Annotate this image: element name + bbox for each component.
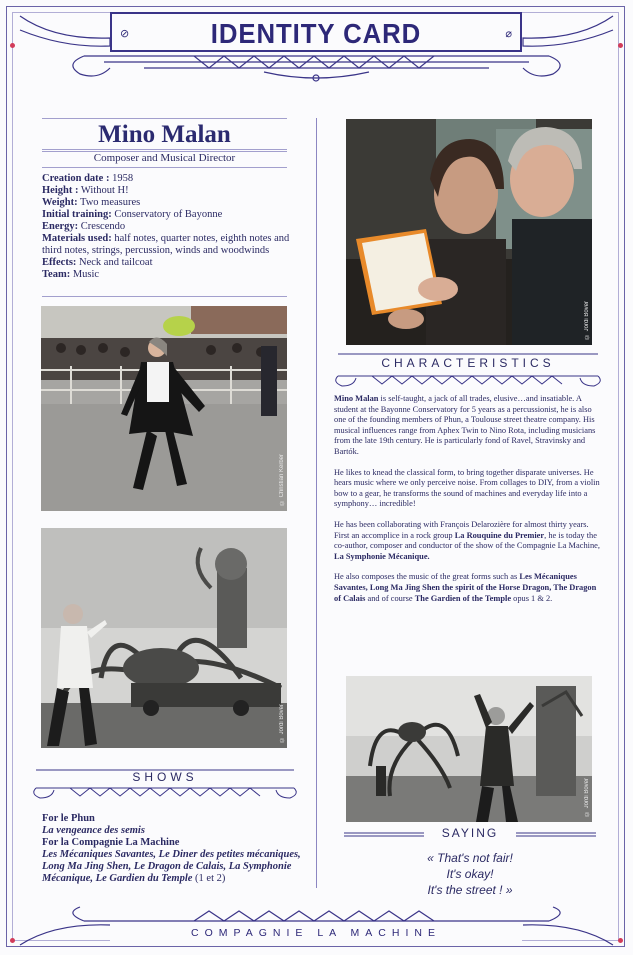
footer-text: COMPAGNIE LA MACHINE xyxy=(191,927,441,939)
fact-row xyxy=(42,233,290,257)
fact-label: Initial training: xyxy=(42,209,112,220)
characteristics-paragraph xyxy=(334,520,602,562)
fact-row xyxy=(42,173,290,185)
characteristics-run: He has been collaborating with François Delarozière for almost thirty years. First an accomplice in a rock group xyxy=(334,519,589,540)
shows-phun-label: For le Phun xyxy=(42,813,95,824)
saying-heading: SAYING xyxy=(441,826,499,840)
shows-machine-list: Les Mécaniques Savantes, Le Diner des petites mécaniques, Long Ma Jing Shen, Le Dragon de Calais, La Symphonie Mécanique, Le Gardien du Temple xyxy=(42,849,301,884)
person-role: Composer and Musical Director xyxy=(93,152,236,164)
title-plate xyxy=(110,12,522,52)
fact-label: Weight: xyxy=(42,197,78,208)
fact-row xyxy=(42,257,290,269)
street-performance-photo xyxy=(41,306,287,511)
fact-row xyxy=(42,209,290,221)
characteristics-run: , he is today the co-author, composer and conductor of the show of the Compagnie La Machine, xyxy=(334,530,600,551)
person-name: Mino Malan xyxy=(98,121,231,148)
shows-machine-suffix: (1 et 2) xyxy=(192,873,226,884)
saying-quote xyxy=(370,850,570,898)
characteristics-heading: CHARACTERISTICS xyxy=(381,356,555,370)
characteristics-paragraph xyxy=(334,572,602,604)
characteristics-emphasis: Les Mécaniques Savantes, Long Ma Jing Shen the spirit of the Horse Dragon, The Dragon of Calais xyxy=(334,572,597,603)
shows-heading: SHOWS xyxy=(132,770,198,784)
column-divider xyxy=(316,118,317,888)
characteristics-run: He also composes the music of the great forms such as xyxy=(334,572,520,582)
characteristics-text xyxy=(334,394,602,614)
fact-row xyxy=(42,221,290,233)
fact-label: Team: xyxy=(42,269,71,280)
characteristics-paragraph xyxy=(334,468,602,510)
page-title: IDENTITY CARD xyxy=(210,18,422,49)
fact-value: half notes, quarter notes, eighth notes and third notes, strings, percussion, winds and woodwinds xyxy=(42,233,290,256)
fact-value: Two measures xyxy=(77,197,141,208)
role-rule xyxy=(42,167,287,168)
characteristics-paragraph xyxy=(334,394,602,458)
shows-phun-show: La vengeance des semis xyxy=(42,825,145,836)
saying-line: « That's not fair! xyxy=(427,851,513,865)
fact-label: Materials used: xyxy=(42,233,112,244)
fact-value: Crescendo xyxy=(78,221,126,232)
characteristics-run: and of course xyxy=(365,593,415,603)
fact-row xyxy=(42,197,290,209)
no-symbol-icon: ⊘ xyxy=(120,27,130,40)
characteristics-emphasis: The Gardien of the Temple xyxy=(414,593,512,603)
facts-rule xyxy=(42,296,287,297)
photo-credit: © Jordi Bover xyxy=(584,777,590,816)
photo-credit: © Jordi Bover xyxy=(279,703,285,742)
fact-value: 1958 xyxy=(109,173,134,184)
shows-machine-label: For la Compagnie La Machine xyxy=(42,837,180,848)
fact-label: Effects: xyxy=(42,257,77,268)
fact-label: Energy: xyxy=(42,221,79,232)
characteristics-run: is self-taught, a jack of all trades, elusive…and insatiable. A student at the Bayonne Conservatory for 5 years as a percussionist, he is also one of the founding members of Phun, a Toulouse street theatre company. His musical influences range from Aphex Twin to Nino Rota, including musicians from the late 19th century. He is particularly fond of Ravel, Stravinsky and Bartók. xyxy=(334,394,596,456)
facts-list xyxy=(42,173,290,281)
characteristics-emphasis: La Rouquine du Premier xyxy=(454,530,545,540)
phi-symbol-icon: ⌀ xyxy=(505,27,512,40)
saying-line: It's the street ! » xyxy=(427,883,513,897)
fact-value: Neck and tailcoat xyxy=(76,257,153,268)
characteristics-emphasis: Mino Malan xyxy=(334,394,379,403)
characteristics-run: He likes to knead the classical form, to bring together disparate universes. He hears music where we only perceive noise. From collages to DIY, from a violin bow to a gear, he transforms the sound of machines and everyday life into a symphony… incredible! xyxy=(334,467,600,509)
characteristics-emphasis: La Symphonie Mécanique. xyxy=(334,551,430,561)
photo-credit: © Jordi Bover xyxy=(584,300,590,339)
fact-value: Music xyxy=(70,269,100,280)
saying-photo xyxy=(346,676,592,822)
photo-credit: © Christian Kerber xyxy=(279,453,285,505)
machine-photo xyxy=(41,528,287,748)
characteristics-run: opus 1 & 2. xyxy=(511,593,553,603)
studio-photo xyxy=(346,119,592,345)
saying-line: It's okay! xyxy=(446,867,494,881)
name-rule-top xyxy=(42,118,287,119)
fact-label: Creation date : xyxy=(42,173,110,184)
name-rule-bottom xyxy=(42,149,287,150)
fact-label: Height : xyxy=(42,185,79,196)
fact-value: Without H! xyxy=(78,185,129,196)
shows-list xyxy=(42,813,304,885)
fact-row xyxy=(42,185,290,197)
fact-row xyxy=(42,269,290,281)
fact-value: Conservatory of Bayonne xyxy=(111,209,223,220)
